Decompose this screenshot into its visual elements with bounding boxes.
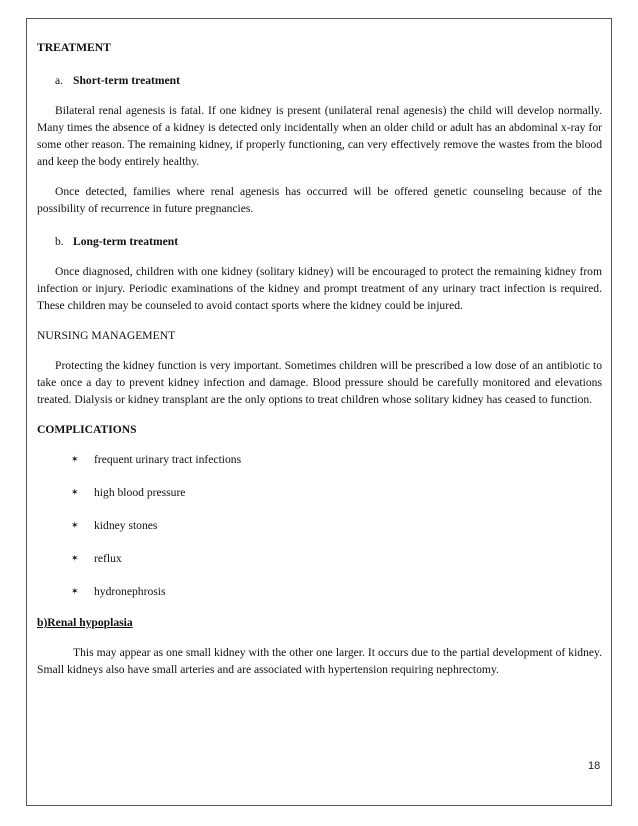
document-body [37,39,602,678]
star-bullet-icon: ✶ [71,586,79,596]
complications-list [37,451,602,600]
complications-heading: COMPLICATIONS [37,423,137,436]
list-item [37,451,602,468]
list-item [37,484,602,501]
long-term-paragraph-1: Once diagnosed, children with one kidney (solitary kidney) will be encouraged to protect the remaining kidney from infection or injury. Periodic examinations of the kidney and prompt treatment of any urinary tract infection is required. These children may be counseled to avoid contact sports where the kidney could be injured. [37,265,602,312]
long-term-heading [37,233,602,250]
star-bullet-icon: ✶ [71,487,79,497]
list-item-text: hydronephrosis [94,585,166,598]
nursing-paragraph-1: Protecting the kidney function is very important. Sometimes children will be prescribed a low dose of an antibiotic to take once a day to prevent kidney infection and damage. Blood pressure should be carefully monitored and elevations treated. Dialysis or kidney transplant are the only options to treat children whose solitary kidney has ceased to function. [37,359,602,406]
list-item [37,583,602,600]
treatment-heading: TREATMENT [37,41,111,54]
star-bullet-icon: ✶ [71,553,79,563]
nursing-heading: NURSING MANAGEMENT [37,329,176,342]
short-term-heading [37,72,602,89]
hypoplasia-paragraph-1: This may appear as one small kidney with the other one larger. It occurs due to the partial development of kidney. Small kidneys also have small arteries and are associated with hypertension requiring nephrectomy. [37,646,602,676]
short-term-marker: a. [55,74,64,87]
star-bullet-icon: ✶ [71,454,79,464]
short-term-paragraph-1: Bilateral renal agenesis is fatal. If one kidney is present (unilateral renal agenesis) the child will develop normally. Many times the absence of a kidney is detected only incidentally when an older child or adult has an abdominal x-ray for some other reason. The remaining kidney, if properly functioning, can very effectively remove the wastes from the blood and keep the body entirely healthy. [37,104,602,168]
list-item-text: reflux [94,552,122,565]
long-term-marker: b. [55,235,64,248]
hypoplasia-heading: b)Renal hypoplasia [37,616,133,629]
list-item [37,550,602,567]
list-item-text: frequent urinary tract infections [94,453,242,466]
list-item [37,517,602,534]
long-term-title: Long-term treatment [73,235,179,248]
star-bullet-icon: ✶ [71,520,79,530]
list-item-text: kidney stones [94,519,158,532]
page-number: 18 [588,760,601,772]
short-term-paragraph-2: Once detected, families where renal agenesis has occurred will be offered genetic counseling because of the possibility of recurrence in future pregnancies. [37,185,602,215]
list-item-text: high blood pressure [94,486,186,499]
short-term-title: Short-term treatment [73,74,180,87]
